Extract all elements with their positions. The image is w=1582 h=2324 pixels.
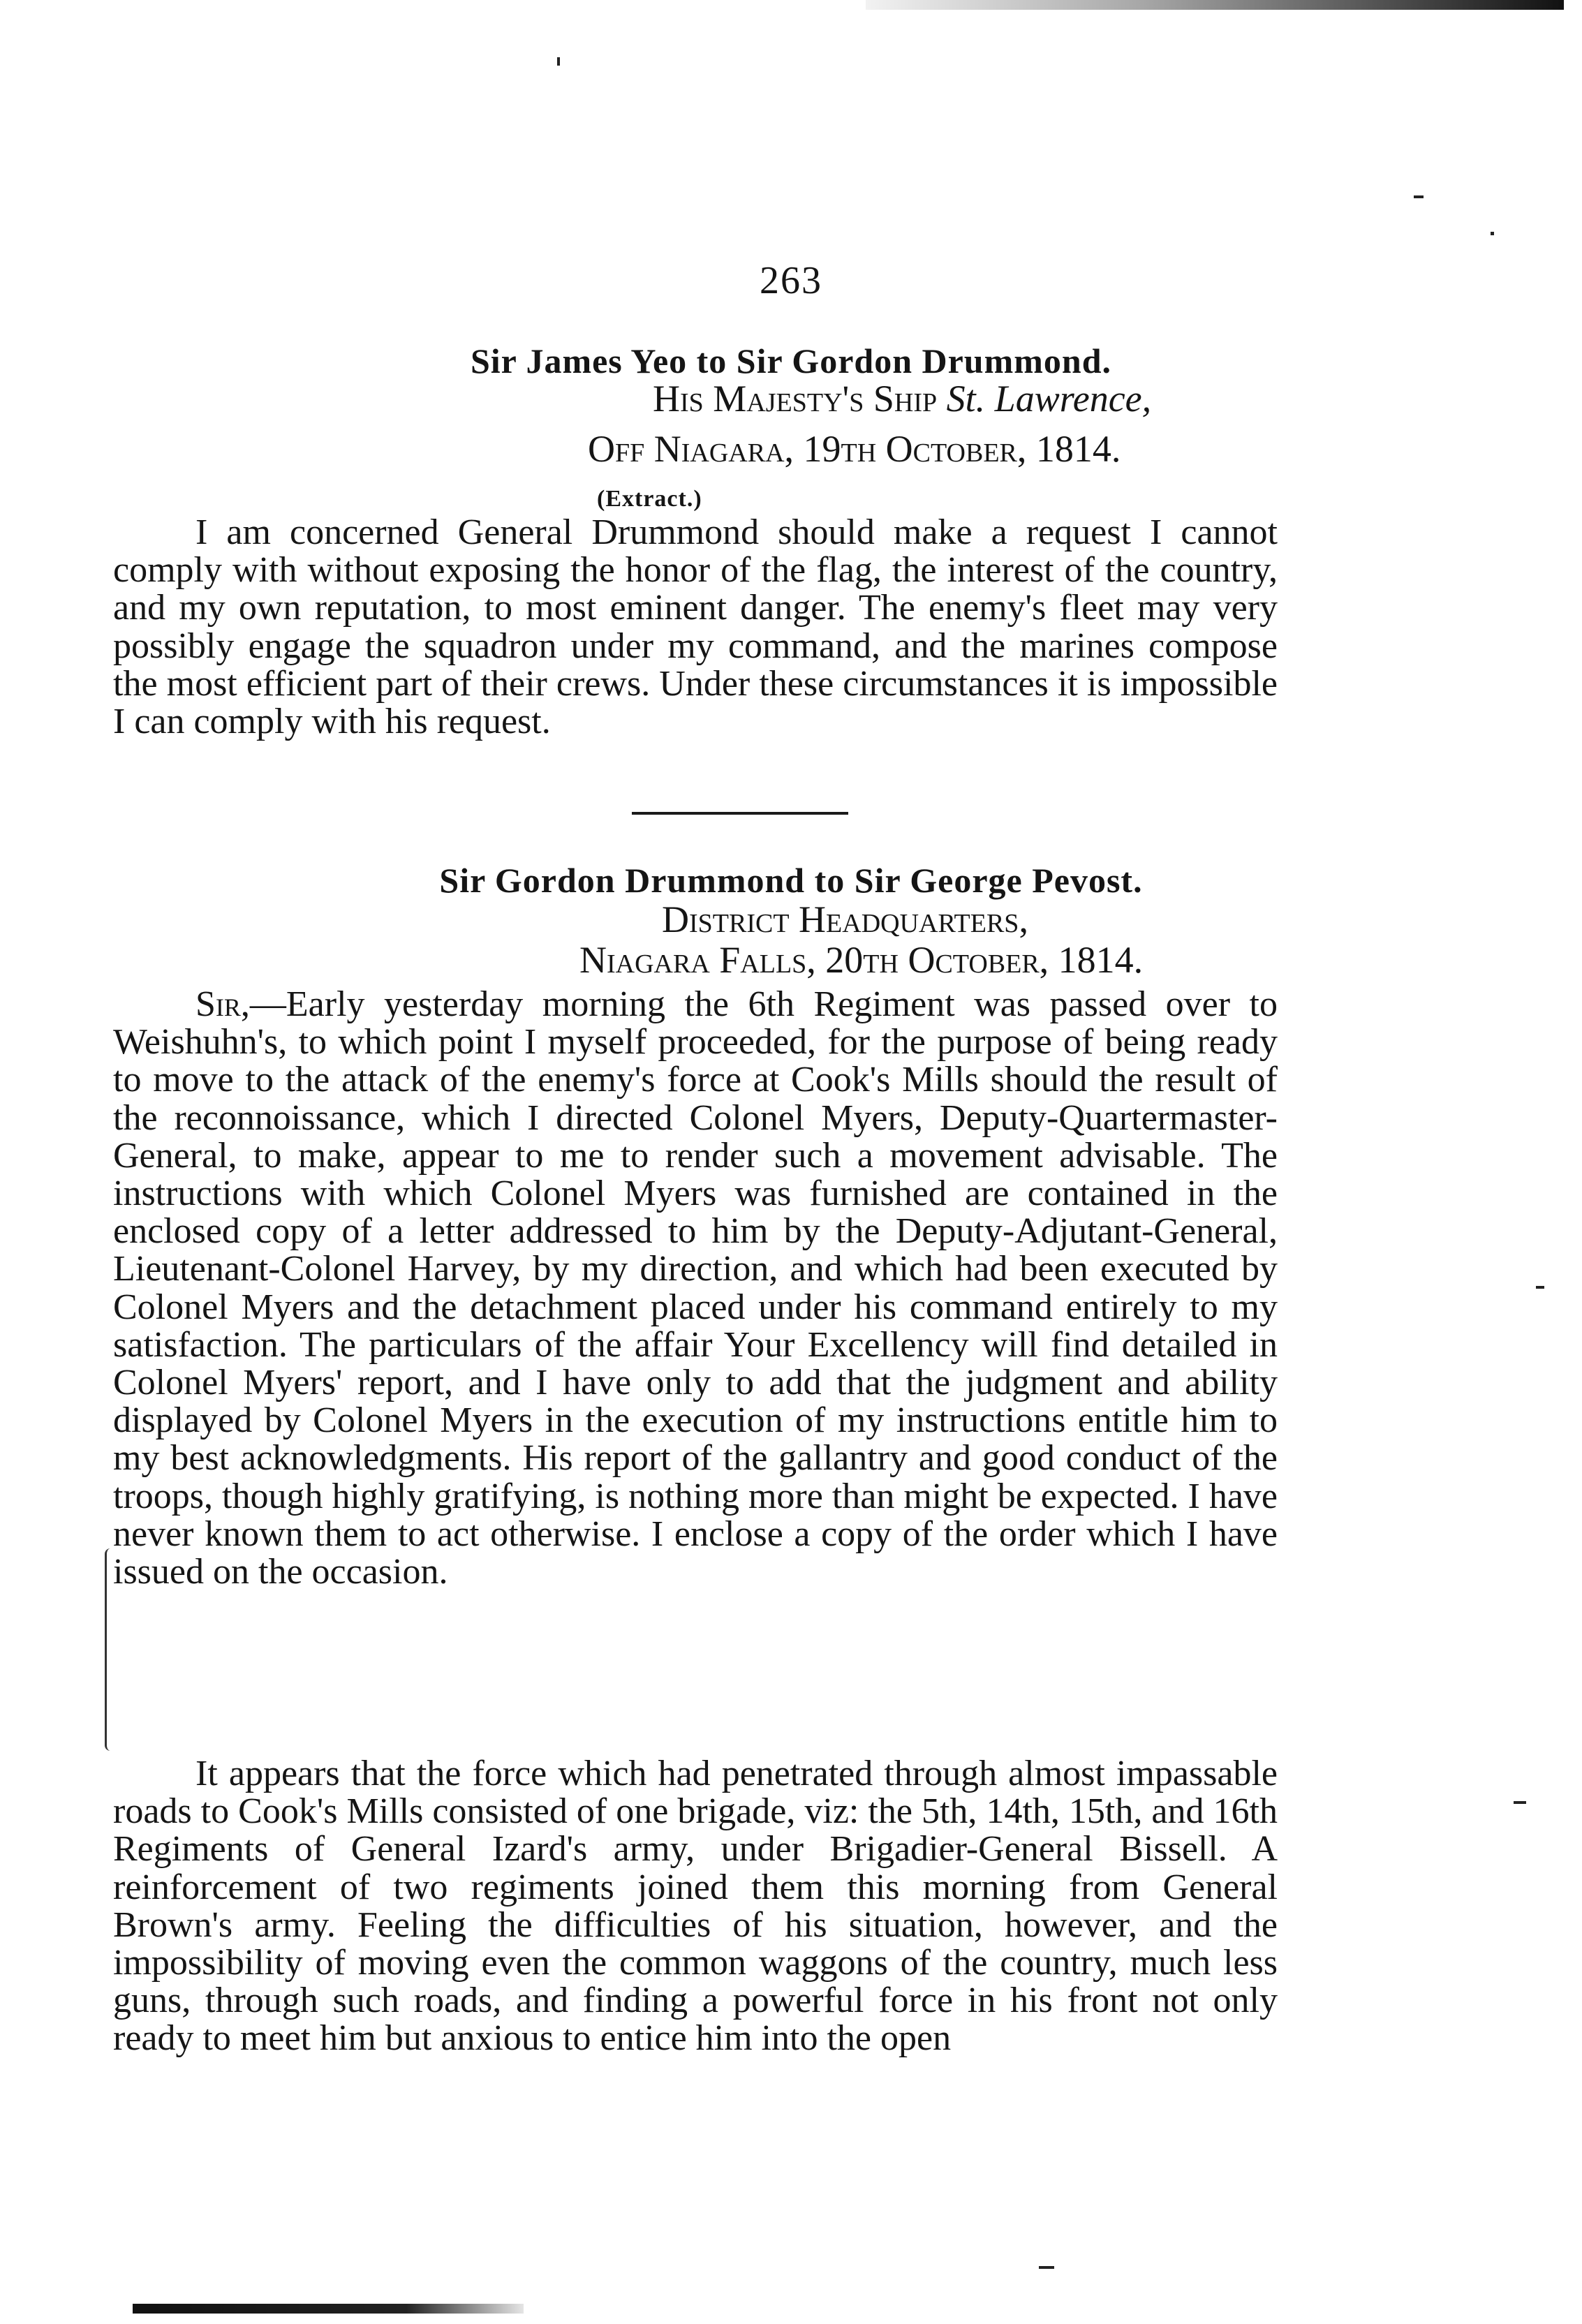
letter1-ship-name: St. Lawrence, [946,378,1152,420]
letter2-paragraph1 [113,986,1278,1591]
letter2-address-line2: Niagara Falls, 20th October, 1814. [579,939,1144,981]
scan-speck [1514,1801,1526,1804]
scan-speck [557,57,560,66]
letter1-body: I am concerned General Drummond should make a request I cannot comply with without exposing the honor of the flag, the interest of the country, and my own reputation, to most eminent danger. The enemy's fleet may very possibly engage the squadron under my command, and the marines compose the most efficient part of their crews. Under these circumstances it is impossible I can comply with his request. [113,512,1278,742]
letter1-address-line2: Off Niagara, 19th October, 1814. [588,428,1121,470]
extract-note: (Extract.) [597,486,702,512]
scan-speck [1039,2266,1054,2269]
page-number: 263 [760,259,822,302]
scan-edge-bottom [133,2304,524,2314]
letter2-salutation: Sir, [195,984,250,1024]
scan-speck [1491,232,1494,235]
letter1-ship-prefix: His Majesty's Ship [653,378,947,420]
scan-speck [1536,1286,1544,1289]
letter1-heading: Sir James Yeo to Sir Gordon Drummond. [470,341,1112,380]
letter2-paragraph2: It appears that the force which had penetrated through almost impassable roads to Cook's Mills consisted of one brigade, viz: the 5th, 14th, 15th, and 16th Regiments of General Izard's army, under Brigadier-General Bissell. A reinforcement of two regiments joined them this morning from General Brown's army. Feeling the difficulties of his situation, however, and the impossibility of moving even the common waggons of the country, much less guns, through such roads, and finding a powerful force in his front not only ready to meet him but anxious to entice him into the open [113,1754,1278,2059]
scan-edge-top [866,0,1564,10]
scan-speck [1414,195,1424,198]
letter1-address-line1 [653,377,1151,420]
letter2-paragraph1-text: —Early yesterday morning the 6th Regiment was passed over to Weishuhn's, to which point I myself proceeded, for the purpose of being ready to move to the attack of the enemy's force at Cook's Mills should the result of the reconnoissance, which I directed Colonel Myers, Deputy-Quartermaster-General, to make, appear to me to render such a movement advisable. The instructions with which Colonel Myers was furnished are contained in the enclosed copy of a letter addressed to him by the Deputy-Adjutant-General, Lieutenant-Colonel Harvey, by my direction, and which had been executed by Colonel Myers and the detachment placed under his command entirely to my satisfaction. The particulars of the affair Your Excellency will find detailed in Colonel Myers' report, and I have only to add that the judgment and ability displayed by Colonel Myers in the execution of my instructions entitle him to my best acknowledgments. His report of the gallantry and good conduct of the troops, though highly gratifying, is nothing more than might be expected. I have never known them to act otherwise. I enclose a copy of the order which I have issued on the occasion. [113,984,1278,1592]
margin-bracket-mark [105,1548,114,1751]
section-divider [632,812,848,815]
letter2-heading: Sir Gordon Drummond to Sir George Pevost. [439,861,1143,900]
letter2-address-line1: District Headquarters, [662,898,1028,940]
